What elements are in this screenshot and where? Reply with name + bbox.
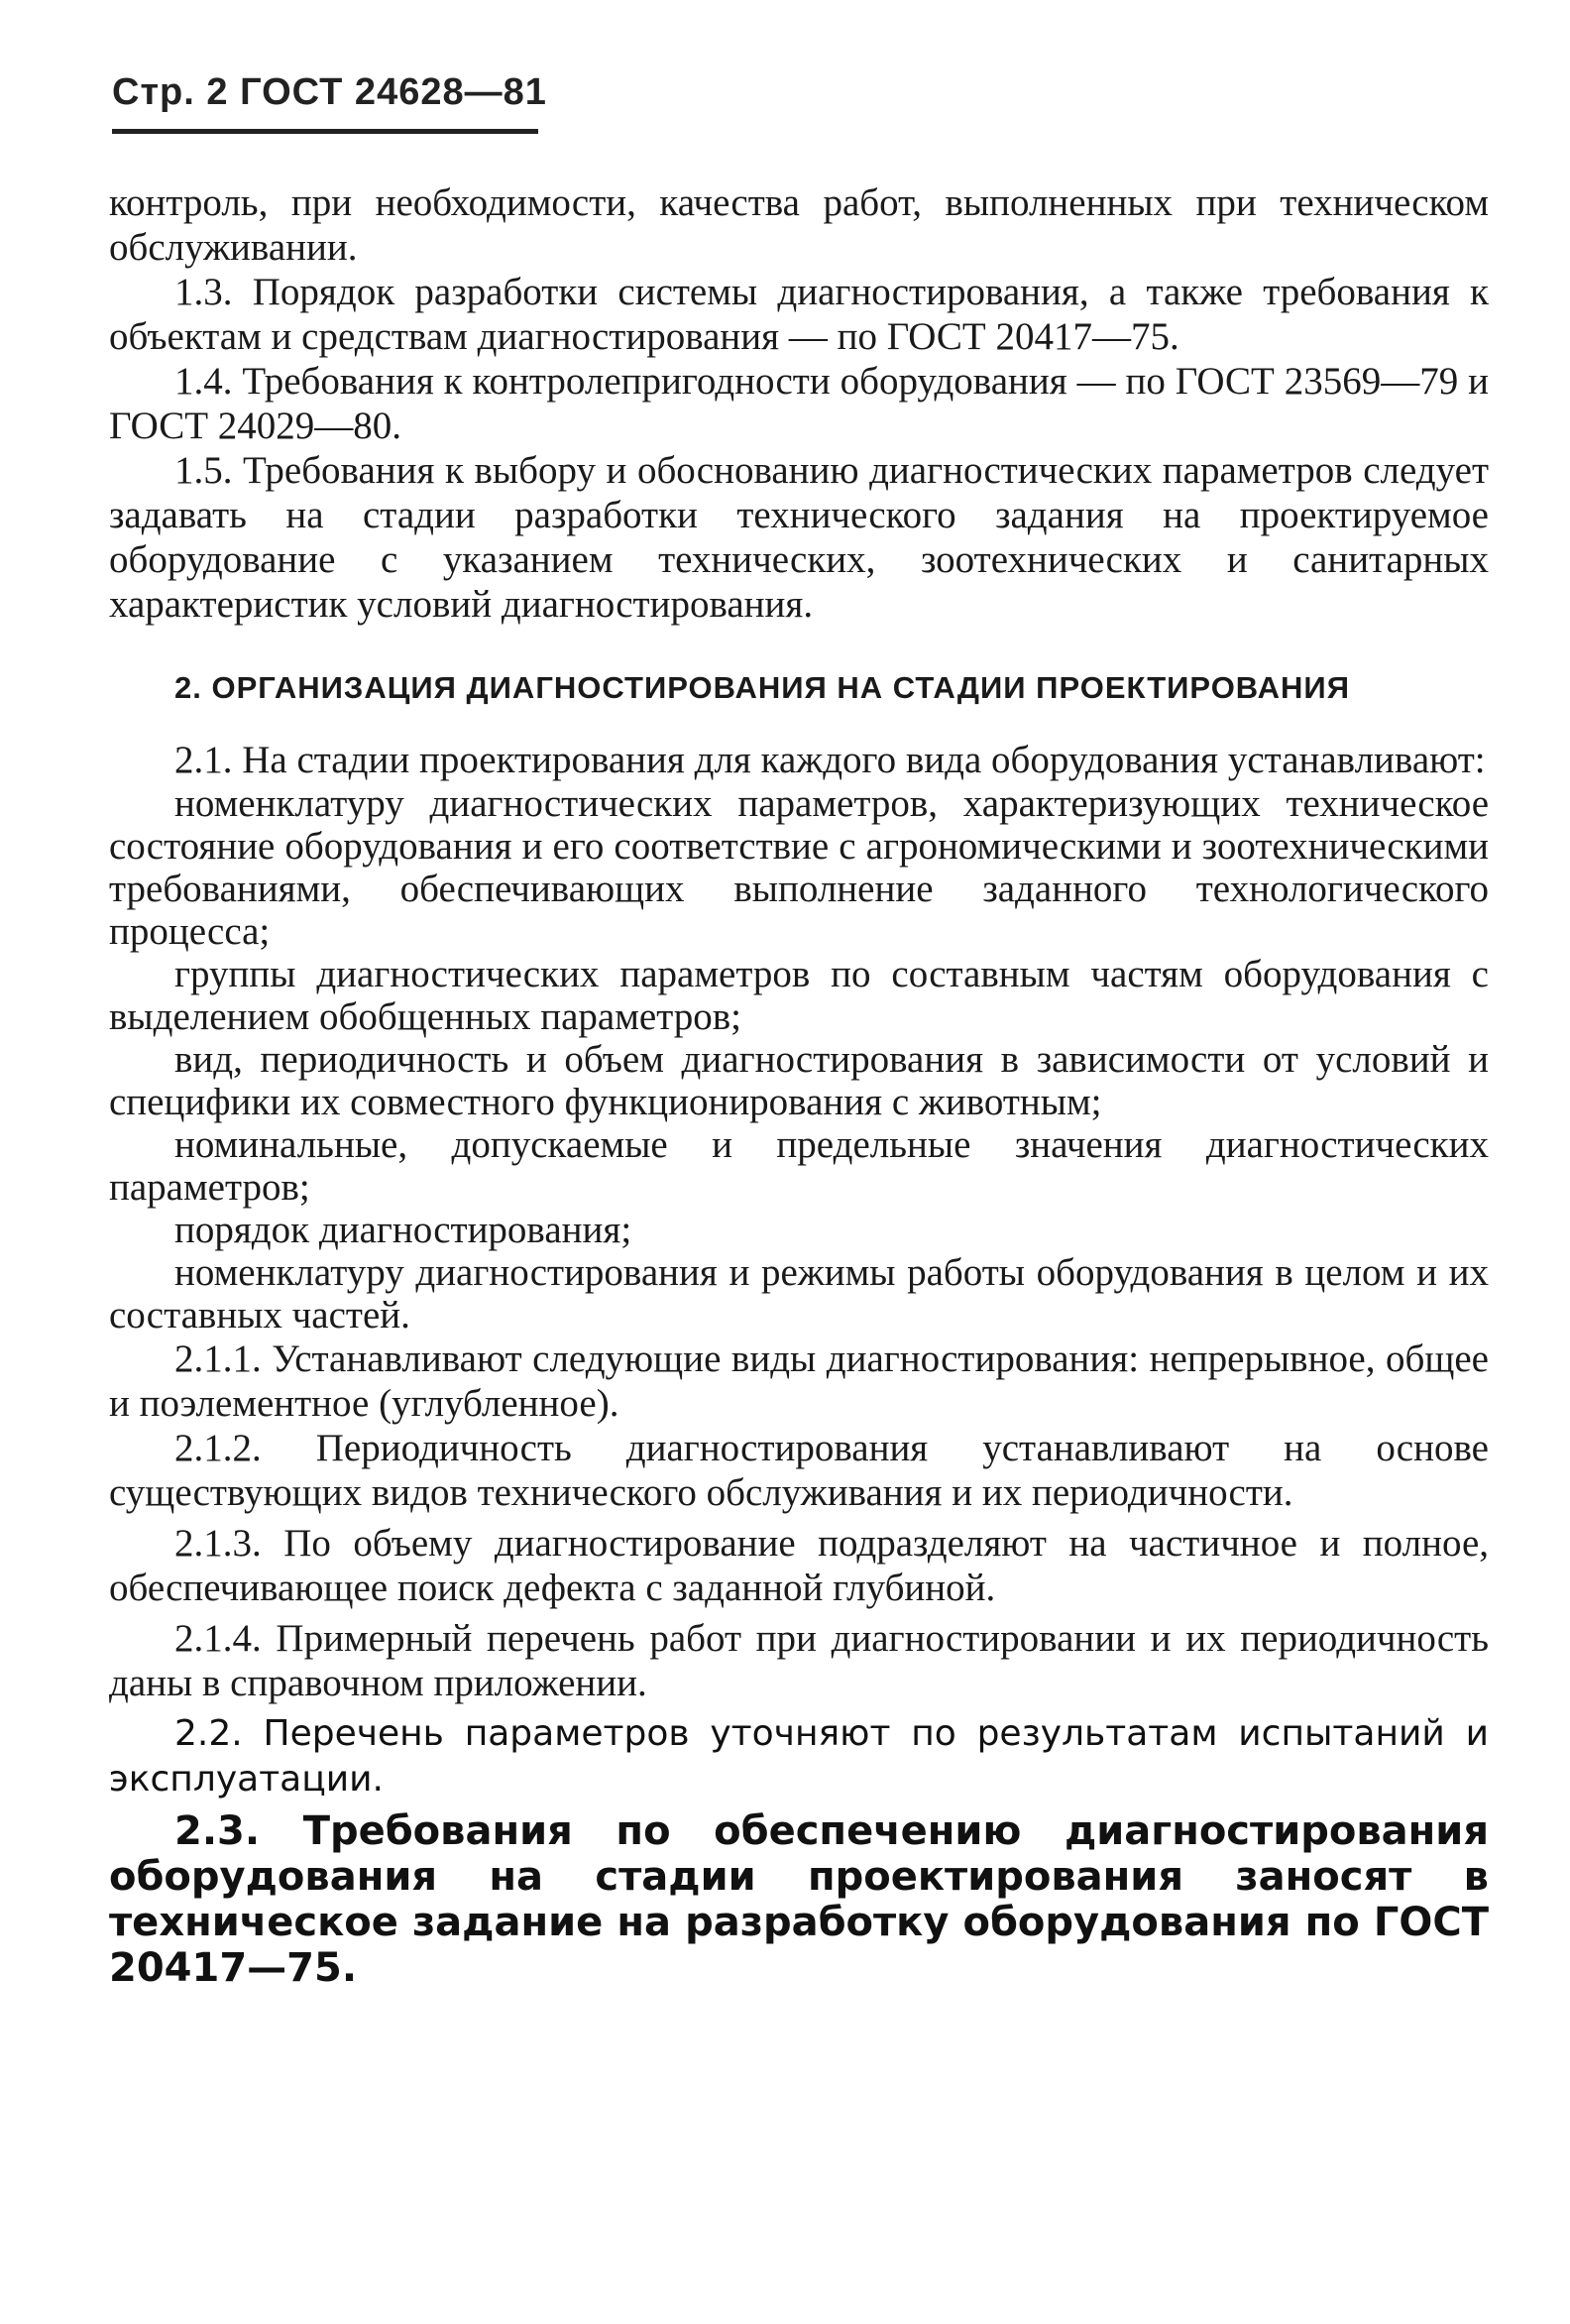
section-2-title: 2. ОРГАНИЗАЦИЯ ДИАГНОСТИРОВАНИЯ НА СТАДИИ ПРОЕКТИРОВАНИЯ xyxy=(174,670,1350,705)
list-item: порядок диагностирования; xyxy=(174,1209,632,1251)
paragraph-2-1-1: 2.1.1. Устанавливают следующие виды диагностирования: непрерывное, общее и поэлементное (углубленное). xyxy=(109,1337,1489,1425)
paragraph-2-1-3: 2.1.3. По объему диагностирование подразделяют на частичное и полное, обеспечивающее поиск дефекта с заданной глубиной. xyxy=(109,1522,1489,1609)
paragraph-1-5: 1.5. Требования к выбору и обоснованию диагностических параметров следует задавать на стадии разработки технического задания на проектируемое оборудование с указанием технических, зоотехнических и санитарных характеристик условий диагностирования. xyxy=(109,449,1489,626)
page-header: Стр. 2 ГОСТ 24628—81 xyxy=(112,71,547,113)
list-item: номинальные, допускаемые и предельные значения диагностических параметров; xyxy=(109,1123,1489,1209)
paragraph-2-1: 2.1. На стадии проектирования для каждого вида оборудования устанавливают: xyxy=(174,739,1486,781)
paragraph-1-3: 1.3. Порядок разработки системы диагностирования, а также требования к объектам и средствам диагностирования — по ГОСТ 20417—75. xyxy=(109,271,1489,358)
list-item: вид, периодичность и объем диагностирования в зависимости от условий и специфики их совместного функционирования с животным; xyxy=(109,1038,1489,1123)
paragraph-2-2: 2.2. Перечень параметров уточняют по результатам испытаний и эксплуатации. xyxy=(109,1713,1489,1800)
paragraph-2-3: 2.3. Требования по обеспечению диагностирования оборудования на стадии проектирования заносят в техническое задание на разработку оборудования по ГОСТ 20417—75. xyxy=(109,1808,1489,1991)
paragraph-2-1-2: 2.1.2. Периодичность диагностирования устанавливают на основе существующих видов технического обслуживания и их периодичности. xyxy=(109,1427,1489,1514)
list-item: группы диагностических параметров по составным частям оборудования с выделением обобщенных параметров; xyxy=(109,953,1489,1038)
list-item: номенклатуру диагностирования и режимы работы оборудования в целом и их составных частей. xyxy=(109,1251,1489,1336)
paragraph-continuation: контроль, при необходимости, качества работ, выполненных при техническом обслуживании. xyxy=(109,181,1489,269)
paragraph-1-4: 1.4. Требования к контролепригодности оборудования — по ГОСТ 23569—79 и ГОСТ 24029—80. xyxy=(109,360,1489,447)
paragraph-2-1-4: 2.1.4. Примерный перечень работ при диагностировании и их периодичность даны в справочном приложении. xyxy=(109,1617,1489,1704)
document-body xyxy=(109,180,1489,1991)
header-rule xyxy=(112,129,538,134)
list-item: номенклатуру диагностических параметров, характеризующих техническое состояние оборудования и его соответствие с агрономическими и зоотехническими требованиями, обеспечивающих выполнение заданного технологического процесса; xyxy=(109,782,1489,953)
